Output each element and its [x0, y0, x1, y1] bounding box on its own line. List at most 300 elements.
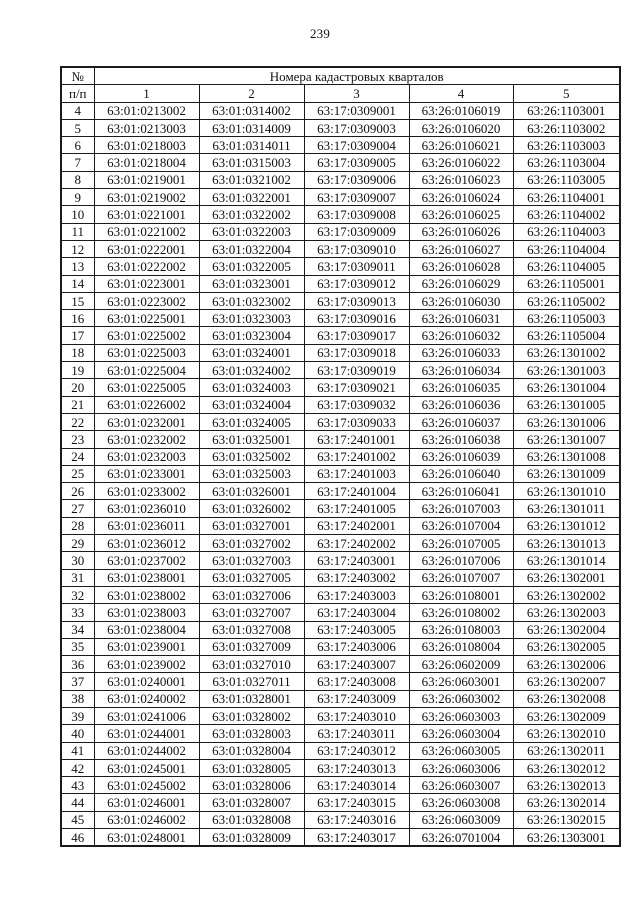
cadastral-number-cell: 63:26:0106020	[409, 119, 513, 136]
cadastral-number-cell: 63:01:0238001	[94, 569, 199, 586]
cadastral-number-cell: 63:01:0327009	[199, 638, 304, 655]
cadastral-number-cell: 63:26:0106040	[409, 465, 513, 482]
cadastral-number-cell: 63:17:2403005	[304, 621, 409, 638]
row-number-cell: 36	[61, 656, 94, 673]
cadastral-number-cell: 63:26:0106029	[409, 275, 513, 292]
cadastral-number-cell: 63:01:0325001	[199, 431, 304, 448]
row-number-cell: 6	[61, 137, 94, 154]
cadastral-number-cell: 63:17:2402002	[304, 535, 409, 552]
cadastral-number-cell: 63:26:1301011	[513, 500, 620, 517]
cadastral-number-cell: 63:26:1302001	[513, 569, 620, 586]
cadastral-number-cell: 63:17:2403004	[304, 604, 409, 621]
table-row	[61, 742, 620, 759]
cadastral-number-cell: 63:01:0322005	[199, 258, 304, 275]
row-number-cell: 43	[61, 777, 94, 794]
cadastral-number-cell: 63:01:0328008	[199, 811, 304, 828]
cadastral-number-cell: 63:01:0326001	[199, 483, 304, 500]
cadastral-number-cell: 63:26:0108001	[409, 586, 513, 603]
cadastral-number-cell: 63:26:1105001	[513, 275, 620, 292]
cadastral-number-cell: 63:17:0309019	[304, 362, 409, 379]
table-row	[61, 137, 620, 154]
cadastral-number-cell: 63:01:0322003	[199, 223, 304, 240]
cadastral-number-cell: 63:26:1301003	[513, 362, 620, 379]
cadastral-number-cell: 63:17:2403014	[304, 777, 409, 794]
cadastral-number-cell: 63:26:1301005	[513, 396, 620, 413]
table-row	[61, 292, 620, 309]
table-row	[61, 725, 620, 742]
row-number-cell: 44	[61, 794, 94, 811]
table-row	[61, 310, 620, 327]
table-row	[61, 690, 620, 707]
row-number-cell: 22	[61, 413, 94, 430]
cadastral-number-cell: 63:01:0239002	[94, 656, 199, 673]
cadastral-number-cell: 63:01:0232001	[94, 413, 199, 430]
row-number-cell: 14	[61, 275, 94, 292]
table-row	[61, 171, 620, 188]
cadastral-number-cell: 63:01:0246002	[94, 811, 199, 828]
table-row	[61, 275, 620, 292]
cadastral-number-cell: 63:17:0309010	[304, 240, 409, 257]
cadastral-number-cell: 63:01:0327011	[199, 673, 304, 690]
cadastral-number-cell: 63:26:1103004	[513, 154, 620, 171]
cadastral-number-cell: 63:17:0309032	[304, 396, 409, 413]
table-row	[61, 344, 620, 361]
cadastral-number-cell: 63:26:0106026	[409, 223, 513, 240]
cadastral-number-cell: 63:01:0324004	[199, 396, 304, 413]
table-row	[61, 777, 620, 794]
cadastral-number-cell: 63:01:0238003	[94, 604, 199, 621]
cadastral-number-cell: 63:26:1104002	[513, 206, 620, 223]
cadastral-number-cell: 63:26:0106023	[409, 171, 513, 188]
cadastral-number-cell: 63:01:0323003	[199, 310, 304, 327]
row-number-cell: 4	[61, 102, 94, 119]
cadastral-number-cell: 63:26:1105002	[513, 292, 620, 309]
cadastral-number-cell: 63:26:1301012	[513, 517, 620, 534]
cadastral-number-cell: 63:01:0239001	[94, 638, 199, 655]
cadastral-number-cell: 63:01:0328002	[199, 707, 304, 724]
row-number-cell: 17	[61, 327, 94, 344]
cadastral-number-cell: 63:17:2403002	[304, 569, 409, 586]
cadastral-number-cell: 63:01:0328005	[199, 759, 304, 776]
cadastral-number-cell: 63:01:0238002	[94, 586, 199, 603]
column-header-3: 3	[304, 85, 409, 102]
cadastral-number-cell: 63:26:0106036	[409, 396, 513, 413]
cadastral-number-cell: 63:26:0107007	[409, 569, 513, 586]
cadastral-number-cell: 63:26:0107003	[409, 500, 513, 517]
row-number-cell: 21	[61, 396, 94, 413]
cadastral-number-cell: 63:17:2401005	[304, 500, 409, 517]
cadastral-number-cell: 63:26:1303001	[513, 829, 620, 847]
cadastral-number-cell: 63:01:0328003	[199, 725, 304, 742]
row-number-cell: 31	[61, 569, 94, 586]
table-row	[61, 362, 620, 379]
cadastral-number-cell: 63:01:0225003	[94, 344, 199, 361]
row-number-cell: 35	[61, 638, 94, 655]
cadastral-number-cell: 63:01:0325003	[199, 465, 304, 482]
cadastral-number-cell: 63:26:0603004	[409, 725, 513, 742]
row-number-cell: 16	[61, 310, 94, 327]
cadastral-number-cell: 63:17:0309009	[304, 223, 409, 240]
row-number-cell: 13	[61, 258, 94, 275]
cadastral-number-cell: 63:26:1301013	[513, 535, 620, 552]
cadastral-number-cell: 63:01:0323004	[199, 327, 304, 344]
cadastral-number-cell: 63:17:2403003	[304, 586, 409, 603]
table-row	[61, 483, 620, 500]
cadastral-number-cell: 63:17:2403012	[304, 742, 409, 759]
cadastral-number-cell: 63:26:1302005	[513, 638, 620, 655]
table-row	[61, 586, 620, 603]
cadastral-number-cell: 63:01:0327010	[199, 656, 304, 673]
cadastral-number-cell: 63:26:0603007	[409, 777, 513, 794]
cadastral-number-cell: 63:01:0233002	[94, 483, 199, 500]
row-number-cell: 26	[61, 483, 94, 500]
cadastral-number-cell: 63:01:0327001	[199, 517, 304, 534]
cadastral-number-cell: 63:01:0218003	[94, 137, 199, 154]
table-row	[61, 102, 620, 119]
row-number-cell: 45	[61, 811, 94, 828]
table-row	[61, 500, 620, 517]
cadastral-number-cell: 63:01:0213003	[94, 119, 199, 136]
cadastral-number-cell: 63:01:0236012	[94, 535, 199, 552]
cadastral-number-cell: 63:01:0246001	[94, 794, 199, 811]
cadastral-number-cell: 63:26:1104004	[513, 240, 620, 257]
cadastral-number-cell: 63:01:0244002	[94, 742, 199, 759]
cadastral-quarters-table	[60, 66, 621, 847]
cadastral-number-cell: 63:17:2403015	[304, 794, 409, 811]
cadastral-number-cell: 63:26:1302006	[513, 656, 620, 673]
cadastral-number-cell: 63:01:0327003	[199, 552, 304, 569]
cadastral-number-cell: 63:26:0603001	[409, 673, 513, 690]
column-header-2: 2	[199, 85, 304, 102]
cadastral-number-cell: 63:01:0328007	[199, 794, 304, 811]
row-number-cell: 27	[61, 500, 94, 517]
cadastral-number-cell: 63:01:0236011	[94, 517, 199, 534]
cadastral-number-cell: 63:17:2403007	[304, 656, 409, 673]
cadastral-number-cell: 63:17:2403016	[304, 811, 409, 828]
cadastral-number-cell: 63:26:0106028	[409, 258, 513, 275]
cadastral-number-cell: 63:17:2403008	[304, 673, 409, 690]
row-number-cell: 25	[61, 465, 94, 482]
cadastral-number-cell: 63:26:1105004	[513, 327, 620, 344]
cadastral-number-cell: 63:17:0309033	[304, 413, 409, 430]
cadastral-number-cell: 63:26:0106041	[409, 483, 513, 500]
cadastral-number-cell: 63:01:0322002	[199, 206, 304, 223]
cadastral-number-cell: 63:26:1302007	[513, 673, 620, 690]
cadastral-number-cell: 63:17:2403001	[304, 552, 409, 569]
table-row	[61, 535, 620, 552]
cadastral-number-cell: 63:01:0327006	[199, 586, 304, 603]
table-row	[61, 240, 620, 257]
table-row	[61, 431, 620, 448]
cadastral-number-cell: 63:01:0328006	[199, 777, 304, 794]
cadastral-number-cell: 63:26:0107005	[409, 535, 513, 552]
row-number-cell: 40	[61, 725, 94, 742]
cadastral-number-cell: 63:26:1301010	[513, 483, 620, 500]
cadastral-number-cell: 63:01:0315003	[199, 154, 304, 171]
cadastral-number-cell: 63:26:1302014	[513, 794, 620, 811]
table-row	[61, 829, 620, 847]
cadastral-number-cell: 63:26:0106037	[409, 413, 513, 430]
cadastral-number-cell: 63:01:0233001	[94, 465, 199, 482]
cadastral-number-cell: 63:26:0107006	[409, 552, 513, 569]
cadastral-number-cell: 63:26:0106027	[409, 240, 513, 257]
cadastral-number-cell: 63:26:0603002	[409, 690, 513, 707]
cadastral-number-cell: 63:26:0106035	[409, 379, 513, 396]
row-number-cell: 15	[61, 292, 94, 309]
cadastral-number-cell: 63:01:0322004	[199, 240, 304, 257]
cadastral-number-cell: 63:01:0219002	[94, 189, 199, 206]
row-number-cell: 28	[61, 517, 94, 534]
cadastral-number-cell: 63:17:2402001	[304, 517, 409, 534]
cadastral-number-cell: 63:26:1104003	[513, 223, 620, 240]
table-row	[61, 413, 620, 430]
row-number-cell: 24	[61, 448, 94, 465]
cadastral-number-cell: 63:17:0309005	[304, 154, 409, 171]
table-row	[61, 673, 620, 690]
cadastral-number-cell: 63:26:0106024	[409, 189, 513, 206]
cadastral-number-cell: 63:26:1105003	[513, 310, 620, 327]
table-row	[61, 223, 620, 240]
cadastral-number-cell: 63:01:0237002	[94, 552, 199, 569]
cadastral-number-cell: 63:26:1302010	[513, 725, 620, 742]
page-number: 239	[309, 26, 331, 41]
table-row	[61, 569, 620, 586]
row-number-cell: 42	[61, 759, 94, 776]
table-row	[61, 638, 620, 655]
cadastral-number-cell: 63:01:0221001	[94, 206, 199, 223]
cadastral-number-cell: 63:01:0241006	[94, 707, 199, 724]
table-row	[61, 189, 620, 206]
cadastral-number-cell: 63:26:0108004	[409, 638, 513, 655]
cadastral-number-cell: 63:01:0225005	[94, 379, 199, 396]
cadastral-number-cell: 63:26:1302013	[513, 777, 620, 794]
table-row	[61, 448, 620, 465]
cadastral-number-cell: 63:17:0309018	[304, 344, 409, 361]
cadastral-number-cell: 63:26:1301006	[513, 413, 620, 430]
table-row	[61, 154, 620, 171]
table-row	[61, 517, 620, 534]
row-number-cell: 38	[61, 690, 94, 707]
cadastral-number-cell: 63:17:2403011	[304, 725, 409, 742]
cadastral-number-cell: 63:26:1302003	[513, 604, 620, 621]
cadastral-number-cell: 63:17:2403013	[304, 759, 409, 776]
cadastral-number-cell: 63:26:0106033	[409, 344, 513, 361]
cadastral-number-cell: 63:01:0323002	[199, 292, 304, 309]
cadastral-number-cell: 63:17:2403009	[304, 690, 409, 707]
table-row	[61, 759, 620, 776]
cadastral-number-cell: 63:26:0106034	[409, 362, 513, 379]
row-number-cell: 7	[61, 154, 94, 171]
cadastral-number-cell: 63:01:0225004	[94, 362, 199, 379]
cadastral-number-cell: 63:01:0321002	[199, 171, 304, 188]
cadastral-number-cell: 63:26:1302004	[513, 621, 620, 638]
cadastral-number-cell: 63:26:0106039	[409, 448, 513, 465]
cadastral-number-cell: 63:17:0309007	[304, 189, 409, 206]
row-number-cell: 18	[61, 344, 94, 361]
cadastral-number-cell: 63:01:0323001	[199, 275, 304, 292]
cadastral-number-cell: 63:26:0106030	[409, 292, 513, 309]
cadastral-number-cell: 63:26:0603005	[409, 742, 513, 759]
cadastral-number-cell: 63:26:1302008	[513, 690, 620, 707]
cadastral-number-cell: 63:17:0309017	[304, 327, 409, 344]
cadastral-number-cell: 63:26:0106022	[409, 154, 513, 171]
cadastral-number-cell: 63:01:0244001	[94, 725, 199, 742]
cadastral-number-cell: 63:26:1302009	[513, 707, 620, 724]
cadastral-number-cell: 63:01:0236010	[94, 500, 199, 517]
table-body	[61, 102, 620, 846]
cadastral-number-cell: 63:01:0232003	[94, 448, 199, 465]
table-row	[61, 327, 620, 344]
row-number-cell: 32	[61, 586, 94, 603]
row-number-cell: 34	[61, 621, 94, 638]
cadastral-number-cell: 63:01:0232002	[94, 431, 199, 448]
row-number-cell: 29	[61, 535, 94, 552]
table-row	[61, 656, 620, 673]
cadastral-number-cell: 63:01:0326002	[199, 500, 304, 517]
cadastral-number-cell: 63:01:0226002	[94, 396, 199, 413]
cadastral-number-cell: 63:26:0106021	[409, 137, 513, 154]
row-number-cell: 37	[61, 673, 94, 690]
cadastral-number-cell: 63:26:0106038	[409, 431, 513, 448]
table-row	[61, 621, 620, 638]
cadastral-number-cell: 63:01:0245001	[94, 759, 199, 776]
cadastral-number-cell: 63:01:0218004	[94, 154, 199, 171]
row-number-cell: 5	[61, 119, 94, 136]
cadastral-number-cell: 63:17:2403010	[304, 707, 409, 724]
row-number-cell: 46	[61, 829, 94, 847]
cadastral-number-cell: 63:01:0223001	[94, 275, 199, 292]
table-row	[61, 119, 620, 136]
cadastral-number-cell: 63:01:0314002	[199, 102, 304, 119]
cadastral-number-cell: 63:26:1301008	[513, 448, 620, 465]
cadastral-number-cell: 63:26:1302011	[513, 742, 620, 759]
header-row-top	[61, 67, 620, 85]
cadastral-number-cell: 63:26:1302012	[513, 759, 620, 776]
cadastral-number-cell: 63:26:0108002	[409, 604, 513, 621]
cadastral-number-cell: 63:26:1103002	[513, 119, 620, 136]
cadastral-number-cell: 63:01:0328001	[199, 690, 304, 707]
column-header-5: 5	[513, 85, 620, 102]
row-number-cell: 10	[61, 206, 94, 223]
cadastral-number-cell: 63:01:0238004	[94, 621, 199, 638]
cadastral-number-cell: 63:17:2401002	[304, 448, 409, 465]
cadastral-number-cell: 63:01:0225002	[94, 327, 199, 344]
table-row	[61, 794, 620, 811]
cadastral-number-cell: 63:01:0314011	[199, 137, 304, 154]
cadastral-number-cell: 63:01:0245002	[94, 777, 199, 794]
table-row	[61, 465, 620, 482]
cadastral-number-cell: 63:17:0309008	[304, 206, 409, 223]
cadastral-number-cell: 63:01:0223002	[94, 292, 199, 309]
table-row	[61, 379, 620, 396]
table-row	[61, 396, 620, 413]
row-number-cell: 11	[61, 223, 94, 240]
cadastral-number-cell: 63:17:0309006	[304, 171, 409, 188]
cadastral-number-cell: 63:01:0324005	[199, 413, 304, 430]
cadastral-number-cell: 63:01:0327002	[199, 535, 304, 552]
cadastral-number-cell: 63:17:0309021	[304, 379, 409, 396]
table-row	[61, 258, 620, 275]
cadastral-number-cell: 63:01:0327005	[199, 569, 304, 586]
cadastral-number-cell: 63:01:0325002	[199, 448, 304, 465]
cadastral-number-cell: 63:17:0309013	[304, 292, 409, 309]
cadastral-number-cell: 63:26:1301007	[513, 431, 620, 448]
cadastral-number-cell: 63:01:0240002	[94, 690, 199, 707]
row-number-cell: 39	[61, 707, 94, 724]
cadastral-number-cell: 63:01:0324002	[199, 362, 304, 379]
row-number-cell: 9	[61, 189, 94, 206]
cadastral-number-cell: 63:26:1301004	[513, 379, 620, 396]
row-number-cell: 19	[61, 362, 94, 379]
column-header-1: 1	[94, 85, 199, 102]
cadastral-number-cell: 63:26:1103005	[513, 171, 620, 188]
cadastral-number-cell: 63:26:0106031	[409, 310, 513, 327]
cadastral-number-cell: 63:17:0309001	[304, 102, 409, 119]
cadastral-number-cell: 63:26:0108003	[409, 621, 513, 638]
cadastral-number-cell: 63:26:0106032	[409, 327, 513, 344]
table-title-header: Номера кадастровых кварталов	[94, 67, 620, 85]
row-number-cell: 12	[61, 240, 94, 257]
cadastral-number-cell: 63:26:0603006	[409, 759, 513, 776]
cadastral-number-cell: 63:26:1301014	[513, 552, 620, 569]
cadastral-number-cell: 63:26:0602009	[409, 656, 513, 673]
cadastral-number-cell: 63:01:0322001	[199, 189, 304, 206]
cadastral-number-cell: 63:26:0106025	[409, 206, 513, 223]
cadastral-number-cell: 63:26:0107004	[409, 517, 513, 534]
cadastral-number-cell: 63:01:0213002	[94, 102, 199, 119]
row-number-header-bottom: п/п	[61, 85, 94, 102]
cadastral-number-cell: 63:26:1302002	[513, 586, 620, 603]
row-number-cell: 41	[61, 742, 94, 759]
table-row	[61, 206, 620, 223]
table-row	[61, 604, 620, 621]
cadastral-number-cell: 63:17:0309016	[304, 310, 409, 327]
cadastral-number-cell: 63:26:0106019	[409, 102, 513, 119]
cadastral-number-cell: 63:01:0327008	[199, 621, 304, 638]
cadastral-number-cell: 63:01:0328009	[199, 829, 304, 847]
cadastral-number-cell: 63:01:0225001	[94, 310, 199, 327]
row-number-cell: 20	[61, 379, 94, 396]
cadastral-number-cell: 63:26:1104005	[513, 258, 620, 275]
cadastral-number-cell: 63:26:1104001	[513, 189, 620, 206]
cadastral-number-cell: 63:26:0603008	[409, 794, 513, 811]
cadastral-number-cell: 63:01:0219001	[94, 171, 199, 188]
cadastral-number-cell: 63:17:2401001	[304, 431, 409, 448]
cadastral-number-cell: 63:01:0222002	[94, 258, 199, 275]
cadastral-number-cell: 63:17:0309003	[304, 119, 409, 136]
cadastral-number-cell: 63:01:0240001	[94, 673, 199, 690]
cadastral-number-cell: 63:26:0603003	[409, 707, 513, 724]
cadastral-number-cell: 63:01:0324003	[199, 379, 304, 396]
cadastral-number-cell: 63:26:1301002	[513, 344, 620, 361]
cadastral-number-cell: 63:01:0221002	[94, 223, 199, 240]
table-row	[61, 707, 620, 724]
cadastral-number-cell: 63:17:2403017	[304, 829, 409, 847]
cadastral-number-cell: 63:01:0222001	[94, 240, 199, 257]
cadastral-number-cell: 63:17:0309012	[304, 275, 409, 292]
cadastral-number-cell: 63:17:2401003	[304, 465, 409, 482]
cadastral-number-cell: 63:17:2403006	[304, 638, 409, 655]
cadastral-number-cell: 63:26:1103003	[513, 137, 620, 154]
cadastral-number-cell: 63:01:0314009	[199, 119, 304, 136]
row-number-cell: 23	[61, 431, 94, 448]
cadastral-number-cell: 63:17:2401004	[304, 483, 409, 500]
row-number-cell: 33	[61, 604, 94, 621]
cadastral-number-cell: 63:17:0309011	[304, 258, 409, 275]
column-header-4: 4	[409, 85, 513, 102]
cadastral-number-cell: 63:26:1301009	[513, 465, 620, 482]
row-number-cell: 8	[61, 171, 94, 188]
